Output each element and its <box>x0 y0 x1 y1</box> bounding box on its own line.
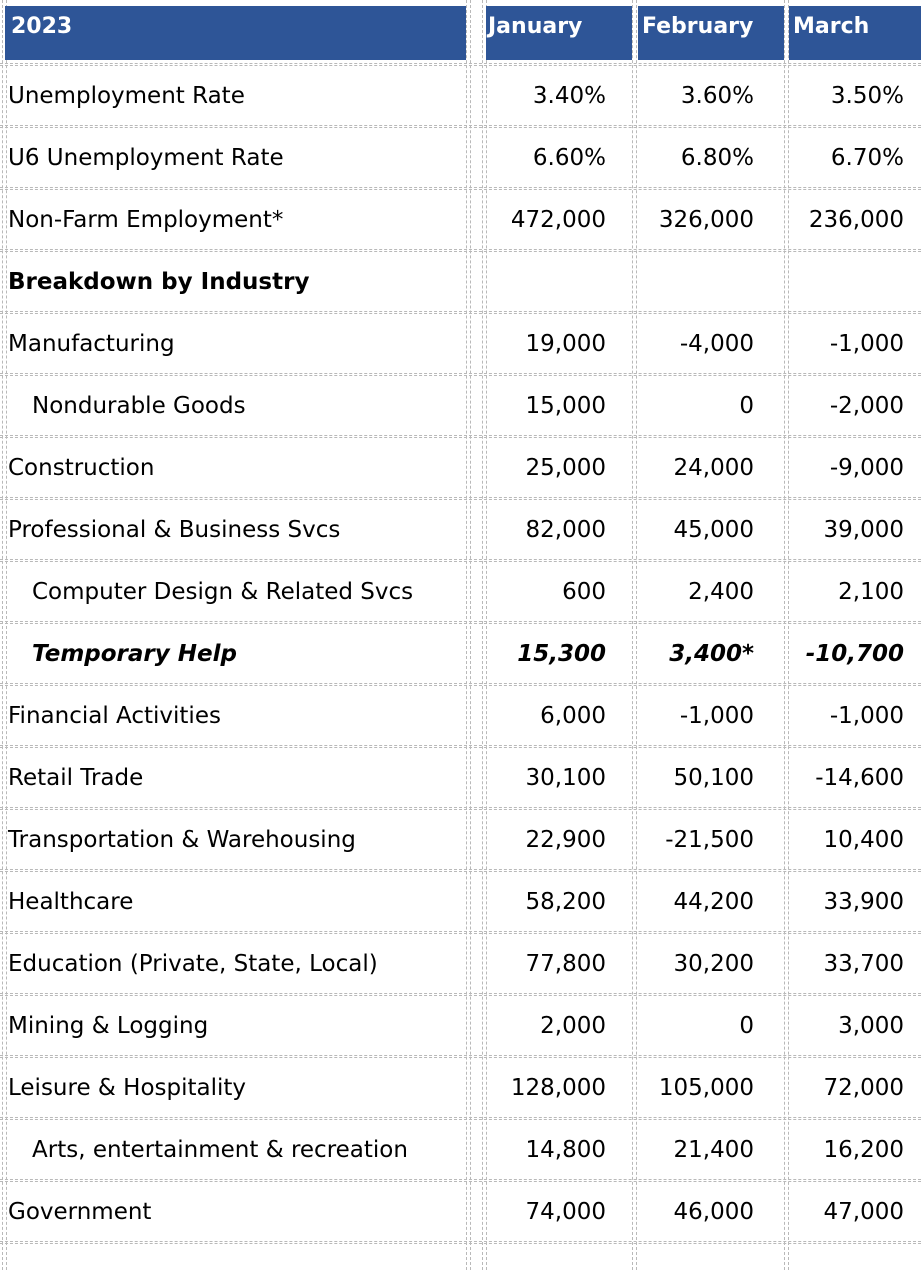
table-row <box>0 933 921 995</box>
value-january: 6.60% <box>532 145 606 171</box>
value-february: 3.60% <box>680 83 754 109</box>
value-january: 15,300 <box>517 641 606 667</box>
header-year: 2023 <box>5 6 466 60</box>
value-march: 10,400 <box>823 827 904 853</box>
value-february: -4,000 <box>679 331 754 357</box>
value-march: -9,000 <box>829 455 904 481</box>
value-january <box>486 251 606 313</box>
row-label: Temporary Help <box>32 641 237 667</box>
value-january: 15,000 <box>525 393 606 419</box>
value-march: 3.50% <box>830 83 904 109</box>
table-row <box>0 685 921 747</box>
row-label: Healthcare <box>8 889 134 915</box>
value-march: 33,700 <box>823 951 904 977</box>
row-label: Mining & Logging <box>8 1013 209 1039</box>
table-row <box>0 189 921 251</box>
table-row <box>0 251 921 313</box>
value-january: 82,000 <box>525 517 606 543</box>
row-label: Retail Trade <box>8 765 144 791</box>
table-row <box>0 1057 921 1119</box>
value-february: 24,000 <box>673 455 754 481</box>
table-row <box>0 871 921 933</box>
value-february: 326,000 <box>658 207 754 233</box>
value-february <box>636 251 754 313</box>
value-february: 0 <box>739 1013 754 1039</box>
value-march: 33,900 <box>823 889 904 915</box>
value-january: 3.40% <box>532 83 606 109</box>
row-label: Leisure & Hospitality <box>8 1075 247 1101</box>
row-label: U6 Unemployment Rate <box>8 145 284 171</box>
header-month-february: February <box>638 6 784 60</box>
row-label: Nondurable Goods <box>32 393 246 419</box>
value-february: 21,400 <box>673 1137 754 1163</box>
table-row <box>0 623 921 685</box>
value-march: 47,000 <box>823 1199 904 1225</box>
header-month-march: March <box>789 6 921 60</box>
row-label: Computer Design & Related Svcs <box>32 579 414 605</box>
row-label: Manufacturing <box>8 331 175 357</box>
row-label: Breakdown by Industry <box>8 269 310 295</box>
value-february: 30,200 <box>673 951 754 977</box>
value-march: 72,000 <box>823 1075 904 1101</box>
row-label: Construction <box>8 455 155 481</box>
value-march: -10,700 <box>805 641 904 667</box>
value-january: 128,000 <box>510 1075 606 1101</box>
table-row <box>0 499 921 561</box>
value-february: 3,400* <box>669 641 754 667</box>
table-row <box>0 995 921 1057</box>
value-january: 77,800 <box>525 951 606 977</box>
table-row <box>0 561 921 623</box>
row-label: Government <box>8 1199 152 1225</box>
value-february: -1,000 <box>679 703 754 729</box>
value-january: 472,000 <box>510 207 606 233</box>
value-february: 2,400 <box>688 579 754 605</box>
value-february: 105,000 <box>658 1075 754 1101</box>
value-january: 14,800 <box>525 1137 606 1163</box>
value-february: 45,000 <box>673 517 754 543</box>
value-january: 19,000 <box>525 331 606 357</box>
table-row <box>0 809 921 871</box>
value-february: 50,100 <box>673 765 754 791</box>
value-march: -1,000 <box>829 703 904 729</box>
value-january: 6,000 <box>540 703 606 729</box>
value-february: 6.80% <box>680 145 754 171</box>
table-row <box>0 127 921 189</box>
table-row <box>0 1181 921 1243</box>
value-january: 30,100 <box>525 765 606 791</box>
table-row <box>0 375 921 437</box>
value-march: -14,600 <box>815 765 904 791</box>
value-january: 2,000 <box>540 1013 606 1039</box>
value-march: -1,000 <box>829 331 904 357</box>
value-march: -2,000 <box>829 393 904 419</box>
value-march: 236,000 <box>808 207 904 233</box>
value-march: 3,000 <box>838 1013 904 1039</box>
row-label: Arts, entertainment & recreation <box>32 1137 408 1163</box>
value-january: 22,900 <box>525 827 606 853</box>
value-january: 74,000 <box>525 1199 606 1225</box>
value-march <box>788 251 904 313</box>
value-february: 46,000 <box>673 1199 754 1225</box>
value-january: 600 <box>562 579 606 605</box>
table-row <box>0 437 921 499</box>
table-row <box>0 1119 921 1181</box>
table-row <box>0 65 921 127</box>
value-january: 58,200 <box>525 889 606 915</box>
value-february: -21,500 <box>665 827 754 853</box>
row-label: Transportation & Warehousing <box>8 827 356 853</box>
value-march: 16,200 <box>823 1137 904 1163</box>
value-january: 25,000 <box>525 455 606 481</box>
table-row <box>0 313 921 375</box>
table-row <box>0 747 921 809</box>
row-label: Non-Farm Employment* <box>8 207 284 233</box>
value-march: 2,100 <box>838 579 904 605</box>
header-month-january: January <box>486 6 632 60</box>
row-label: Financial Activities <box>8 703 221 729</box>
value-march: 6.70% <box>830 145 904 171</box>
row-label: Professional & Business Svcs <box>8 517 341 543</box>
row-label: Unemployment Rate <box>8 83 245 109</box>
value-february: 0 <box>739 393 754 419</box>
row-label: Education (Private, State, Local) <box>8 951 378 977</box>
value-march: 39,000 <box>823 517 904 543</box>
value-february: 44,200 <box>673 889 754 915</box>
